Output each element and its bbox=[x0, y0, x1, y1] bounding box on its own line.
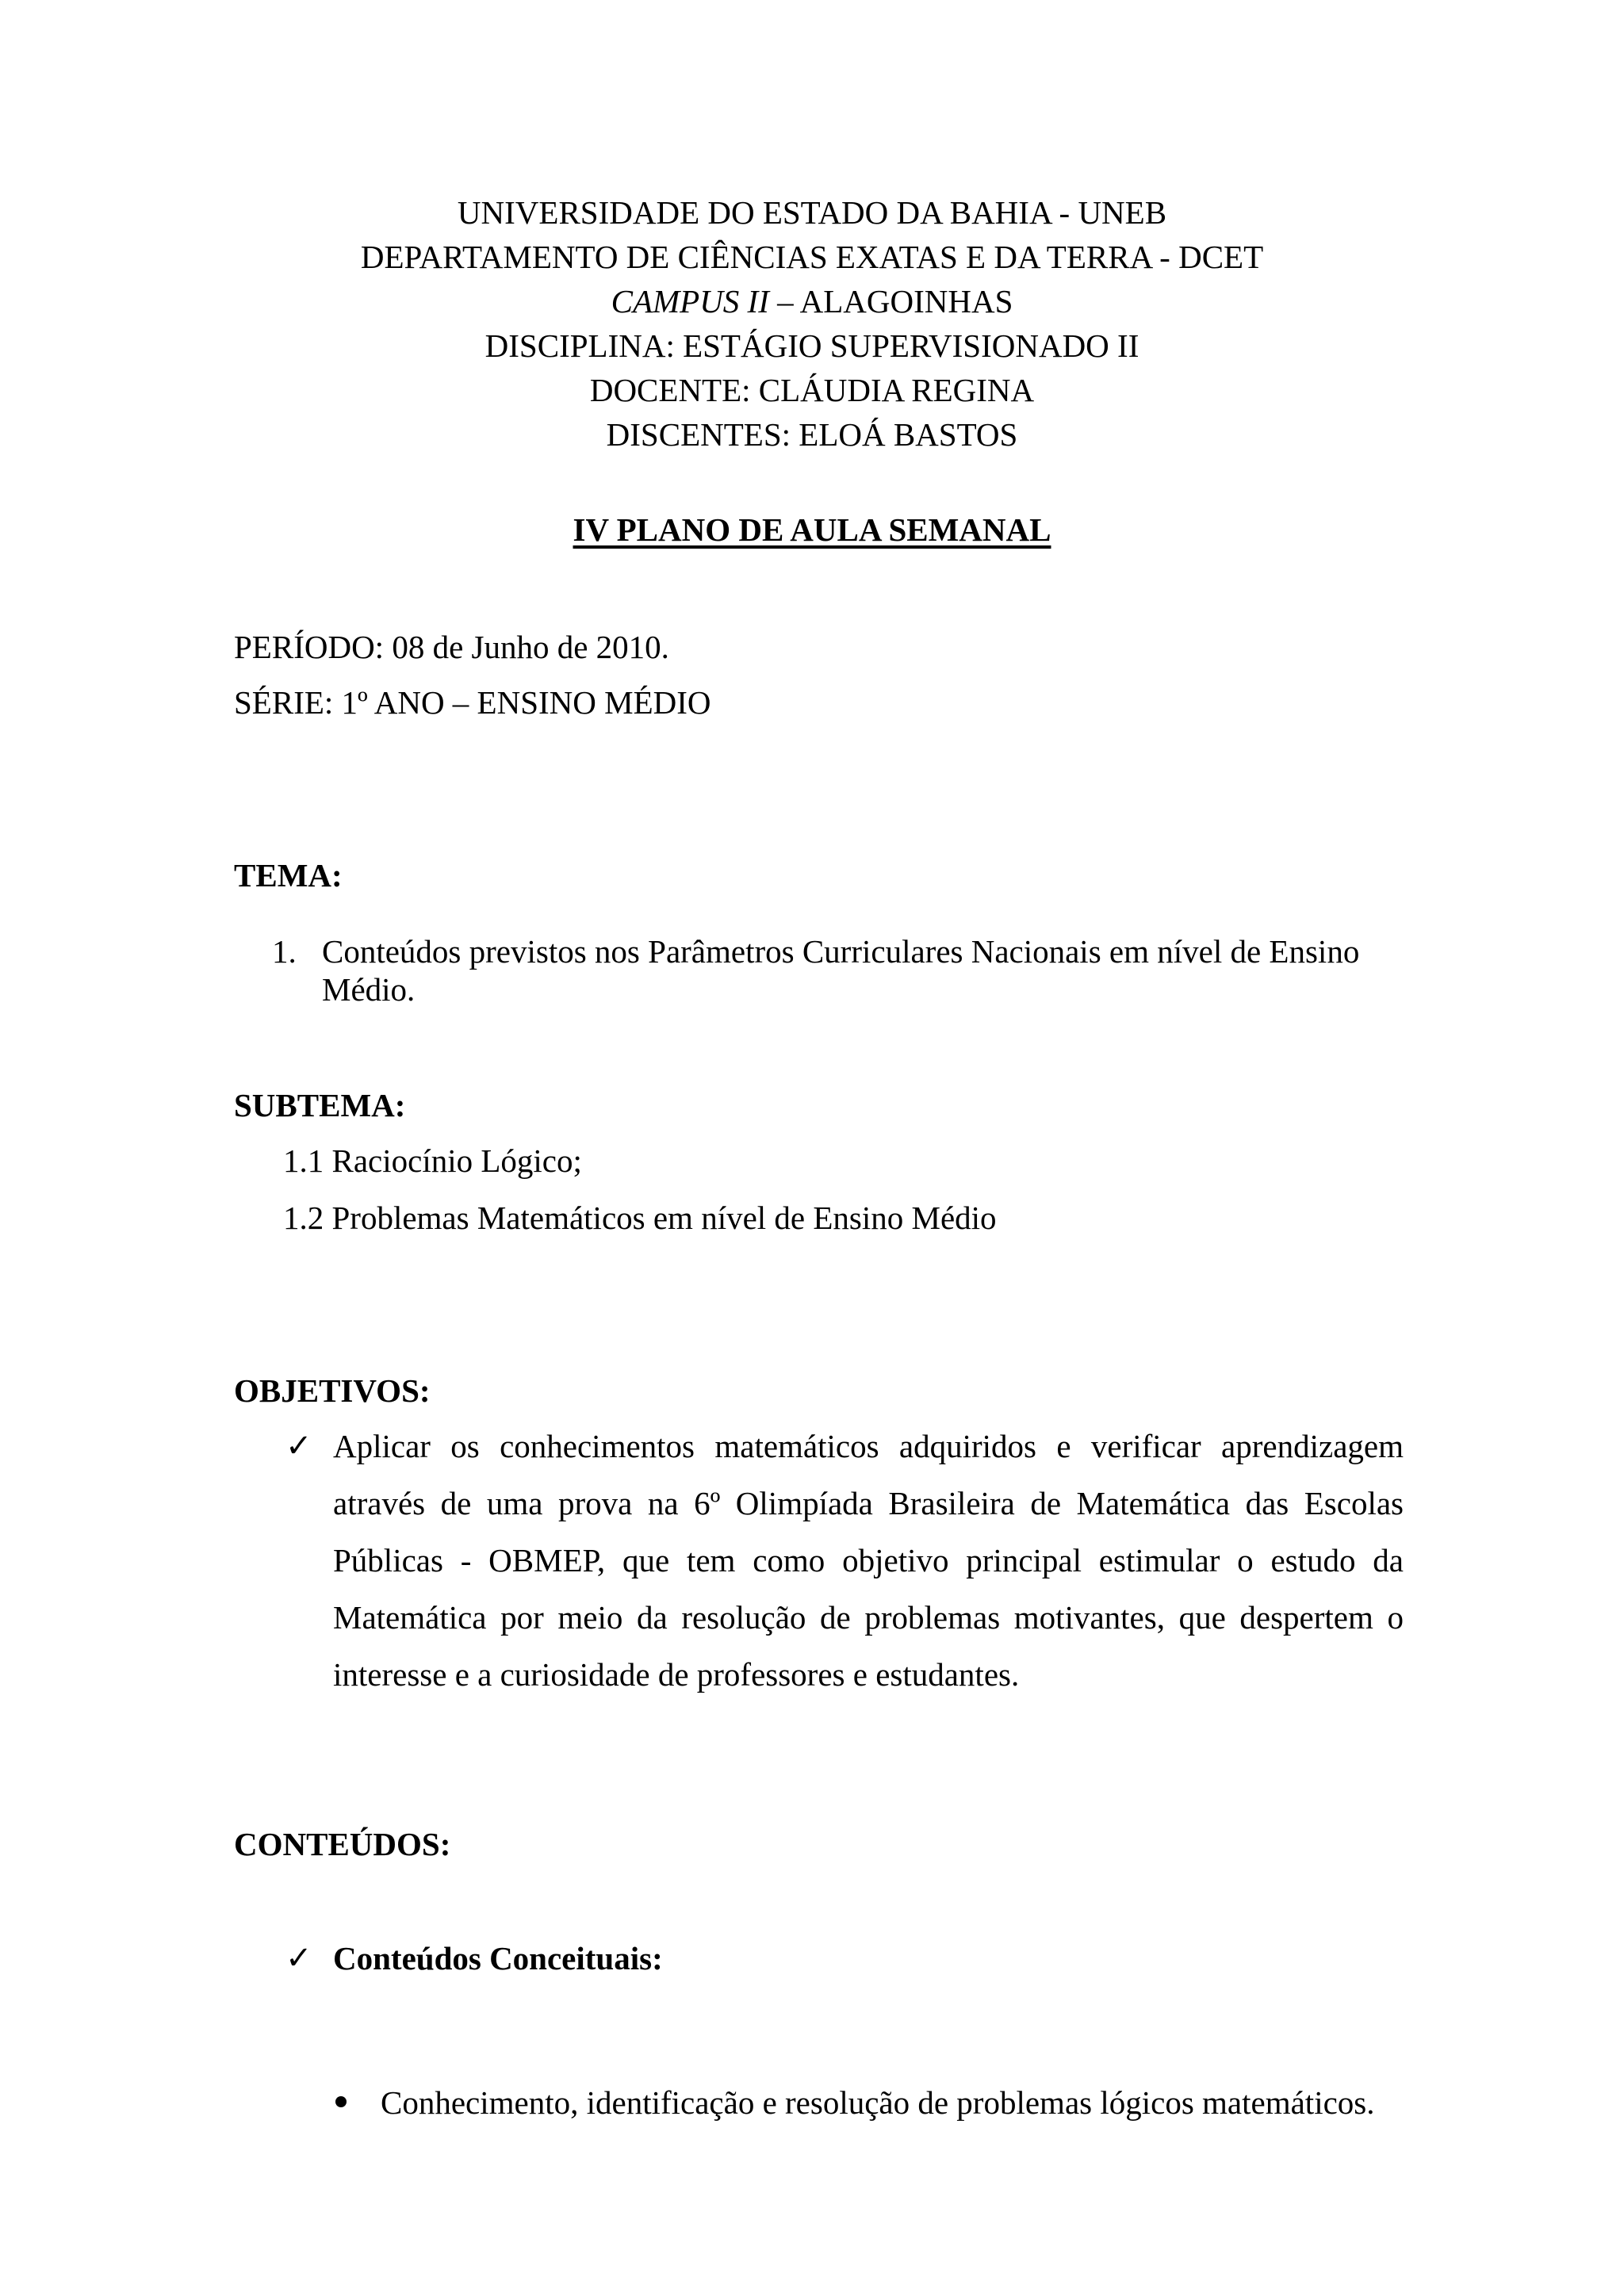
conteudos-subheading: Conteúdos Conceituais: bbox=[333, 1940, 663, 1976]
header-campus-name: – ALAGOINHAS bbox=[768, 283, 1013, 320]
subtema-heading: SUBTEMA: bbox=[234, 1087, 406, 1123]
tema-item-number: 1. bbox=[272, 933, 297, 970]
objetivos-heading: OBJETIVOS: bbox=[234, 1372, 431, 1409]
tema-item-line1: Conteúdos previstos nos Parâmetros Curriculares Nacionais em nível de Ensino bbox=[322, 933, 1360, 970]
objetivos-text: Aplicar os conhecimentos matemáticos adquiridos e verificar aprendizagem através de uma prova na 6º Olimpíada Brasileira de Matemática das Escolas Públicas - OBMEP, que tem como objetivo principal estimular o estudo da Matemática por meio da resolução de problemas motivantes, que despertem o interesse e a curiosidade de professores e estudantes. bbox=[333, 1428, 1404, 1693]
header-campus bbox=[0, 279, 1624, 323]
header-students: DISCENTES: ELOÁ BASTOS bbox=[606, 416, 1018, 453]
header-department: DEPARTAMENTO DE CIÊNCIAS EXATAS E DA TERRA - DCET bbox=[360, 239, 1264, 275]
serie-line: SÉRIE: 1º ANO – ENSINO MÉDIO bbox=[234, 684, 711, 721]
checkmark-icon: ✓ bbox=[285, 1428, 312, 1464]
header-discipline: DISCIPLINA: ESTÁGIO SUPERVISIONADO II bbox=[485, 327, 1139, 364]
bullet-icon bbox=[335, 2096, 347, 2107]
tema-item-line2: Médio. bbox=[322, 971, 416, 1008]
subtema-item-1: 1.1 Raciocínio Lógico; bbox=[283, 1142, 582, 1179]
document-title: IV PLANO DE AULA SEMANAL bbox=[573, 511, 1051, 548]
periodo-line: PERÍODO: 08 de Junho de 2010. bbox=[234, 629, 669, 665]
checkmark-icon: ✓ bbox=[285, 1940, 312, 1976]
conteudos-heading: CONTEÚDOS: bbox=[234, 1826, 451, 1862]
header-university: UNIVERSIDADE DO ESTADO DA BAHIA - UNEB bbox=[457, 194, 1167, 231]
header-campus-italic: CAMPUS II bbox=[611, 283, 769, 320]
conteudos-bullet-item: Conhecimento, identificação e resolução de problemas lógicos matemáticos. bbox=[381, 2084, 1375, 2121]
tema-heading: TEMA: bbox=[234, 857, 343, 894]
header-teacher: DOCENTE: CLÁUDIA REGINA bbox=[589, 372, 1035, 408]
subtema-item-2: 1.2 Problemas Matemáticos em nível de Ensino Médio bbox=[283, 1200, 997, 1236]
institution-header bbox=[0, 190, 1624, 457]
